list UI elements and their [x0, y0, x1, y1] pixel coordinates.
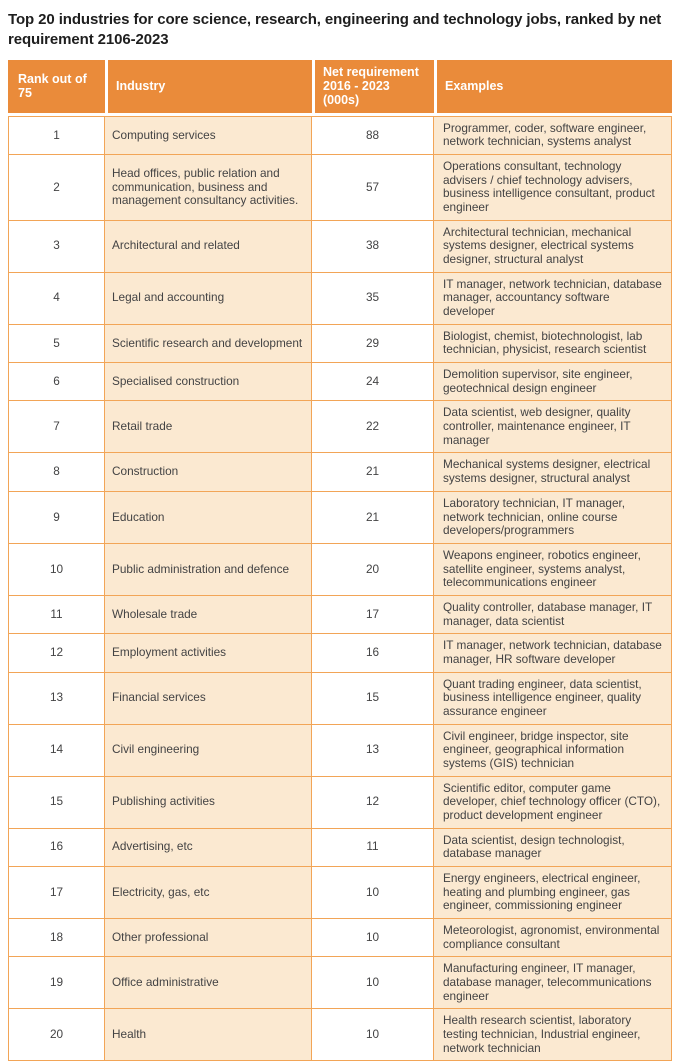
examples-cell: Biologist, chemist, biotechnologist, lab technician, physicist, research scientist: [434, 325, 672, 363]
examples-cell: Meteorologist, agronomist, environmental compliance consultant: [434, 919, 672, 957]
industry-cell: Computing services: [105, 116, 312, 155]
industry-cell: Construction: [105, 453, 312, 491]
table-row: [8, 325, 672, 363]
industry-cell: Health: [105, 1009, 312, 1061]
examples-cell: Data scientist, design technologist, database manager: [434, 829, 672, 867]
net-requirement-cell: 10: [312, 919, 434, 957]
rank-cell: 14: [8, 725, 105, 777]
rank-cell: 10: [8, 544, 105, 596]
examples-cell: Civil engineer, bridge inspector, site engineer, geographical information systems (GIS) technician: [434, 725, 672, 777]
rank-cell: 12: [8, 634, 105, 672]
table-row: [8, 116, 672, 155]
table-row: [8, 544, 672, 596]
industry-cell: Publishing activities: [105, 777, 312, 829]
table-row: [8, 919, 672, 957]
page-title: Top 20 industries for core science, research, engineering and technology jobs, ranked by net requirement 2106-2023: [8, 11, 662, 48]
rank-cell: 20: [8, 1009, 105, 1061]
net-requirement-cell: 13: [312, 725, 434, 777]
industry-cell: Office administrative: [105, 957, 312, 1009]
table-row: [8, 155, 672, 221]
examples-cell: Laboratory technician, IT manager, network technician, online course developers/programmers: [434, 492, 672, 544]
industry-cell: Civil engineering: [105, 725, 312, 777]
industry-cell: Specialised construction: [105, 363, 312, 401]
rank-cell: 13: [8, 673, 105, 725]
net-requirement-cell: 20: [312, 544, 434, 596]
table-row: [8, 634, 672, 672]
table-row: [8, 401, 672, 453]
net-requirement-cell: 22: [312, 401, 434, 453]
examples-cell: Health research scientist, laboratory testing technician, Industrial engineer, network technician: [434, 1009, 672, 1061]
header-row: [8, 60, 672, 116]
table-row: [8, 673, 672, 725]
table-row: [8, 492, 672, 544]
net-requirement-cell: 12: [312, 777, 434, 829]
industry-cell: Electricity, gas, etc: [105, 867, 312, 919]
table-row: [8, 453, 672, 491]
rank-cell: 3: [8, 221, 105, 273]
net-requirement-cell: 21: [312, 492, 434, 544]
net-requirement-cell: 15: [312, 673, 434, 725]
examples-cell: Manufacturing engineer, IT manager, database manager, telecommunications engineer: [434, 957, 672, 1009]
table-row: [8, 273, 672, 325]
examples-cell: Weapons engineer, robotics engineer, satellite engineer, systems analyst, telecommunications engineer: [434, 544, 672, 596]
industry-cell: Wholesale trade: [105, 596, 312, 634]
net-requirement-cell: 10: [312, 1009, 434, 1061]
examples-cell: Demolition supervisor, site engineer, geotechnical design engineer: [434, 363, 672, 401]
examples-cell: Quality controller, database manager, IT manager, data scientist: [434, 596, 672, 634]
industries-table: [8, 60, 672, 1061]
rank-cell: 19: [8, 957, 105, 1009]
examples-cell: IT manager, network technician, database manager, accountancy software developer: [434, 273, 672, 325]
header-examples: Examples: [434, 60, 672, 116]
table-row: [8, 777, 672, 829]
rank-cell: 15: [8, 777, 105, 829]
rank-cell: 4: [8, 273, 105, 325]
rank-cell: 18: [8, 919, 105, 957]
examples-cell: Operations consultant, technology advisers / chief technology advisers, business intelligence consultant, product engineer: [434, 155, 672, 221]
table-row: [8, 596, 672, 634]
table-row: [8, 725, 672, 777]
net-requirement-cell: 11: [312, 829, 434, 867]
rank-cell: 2: [8, 155, 105, 221]
net-requirement-cell: 10: [312, 867, 434, 919]
table-row: [8, 867, 672, 919]
table-row: [8, 957, 672, 1009]
table-row: [8, 829, 672, 867]
rank-cell: 9: [8, 492, 105, 544]
rank-cell: 11: [8, 596, 105, 634]
net-requirement-cell: 57: [312, 155, 434, 221]
industry-cell: Employment activities: [105, 634, 312, 672]
table-row: [8, 1009, 672, 1061]
examples-cell: Data scientist, web designer, quality controller, maintenance engineer, IT manager: [434, 401, 672, 453]
net-requirement-cell: 38: [312, 221, 434, 273]
examples-cell: IT manager, network technician, database manager, HR software developer: [434, 634, 672, 672]
industry-cell: Head offices, public relation and communication, business and management consultancy activities.: [105, 155, 312, 221]
net-requirement-cell: 17: [312, 596, 434, 634]
industry-cell: Legal and accounting: [105, 273, 312, 325]
header-rank: Rank out of 75: [8, 60, 105, 116]
rank-cell: 6: [8, 363, 105, 401]
examples-cell: Scientific editor, computer game developer, chief technology officer (CTO), product development engineer: [434, 777, 672, 829]
rank-cell: 7: [8, 401, 105, 453]
net-requirement-cell: 88: [312, 116, 434, 155]
industry-cell: Public administration and defence: [105, 544, 312, 596]
examples-cell: Quant trading engineer, data scientist, business intelligence engineer, quality assurance engineer: [434, 673, 672, 725]
industry-cell: Other professional: [105, 919, 312, 957]
net-requirement-cell: 35: [312, 273, 434, 325]
rank-cell: 16: [8, 829, 105, 867]
net-requirement-cell: 21: [312, 453, 434, 491]
net-requirement-cell: 29: [312, 325, 434, 363]
header-industry: Industry: [105, 60, 312, 116]
net-requirement-cell: 10: [312, 957, 434, 1009]
net-requirement-cell: 16: [312, 634, 434, 672]
industry-cell: Scientific research and development: [105, 325, 312, 363]
industry-cell: Architectural and related: [105, 221, 312, 273]
examples-cell: Architectural technician, mechanical systems designer, electrical systems designer, structural analyst: [434, 221, 672, 273]
rank-cell: 8: [8, 453, 105, 491]
header-net-requirement: Net requirement 2016 - 2023 (000s): [312, 60, 434, 116]
table-row: [8, 363, 672, 401]
examples-cell: Energy engineers, electrical engineer, heating and plumbing engineer, gas engineer, commissioning engineer: [434, 867, 672, 919]
net-requirement-cell: 24: [312, 363, 434, 401]
rank-cell: 1: [8, 116, 105, 155]
industry-cell: Advertising, etc: [105, 829, 312, 867]
table-header: [8, 60, 672, 116]
industry-cell: Education: [105, 492, 312, 544]
examples-cell: Programmer, coder, software engineer, network technician, systems analyst: [434, 116, 672, 155]
rank-cell: 5: [8, 325, 105, 363]
industry-cell: Financial services: [105, 673, 312, 725]
table-row: [8, 221, 672, 273]
examples-cell: Mechanical systems designer, electrical systems designer, structural analyst: [434, 453, 672, 491]
industry-cell: Retail trade: [105, 401, 312, 453]
rank-cell: 17: [8, 867, 105, 919]
table-body: [8, 116, 672, 1061]
